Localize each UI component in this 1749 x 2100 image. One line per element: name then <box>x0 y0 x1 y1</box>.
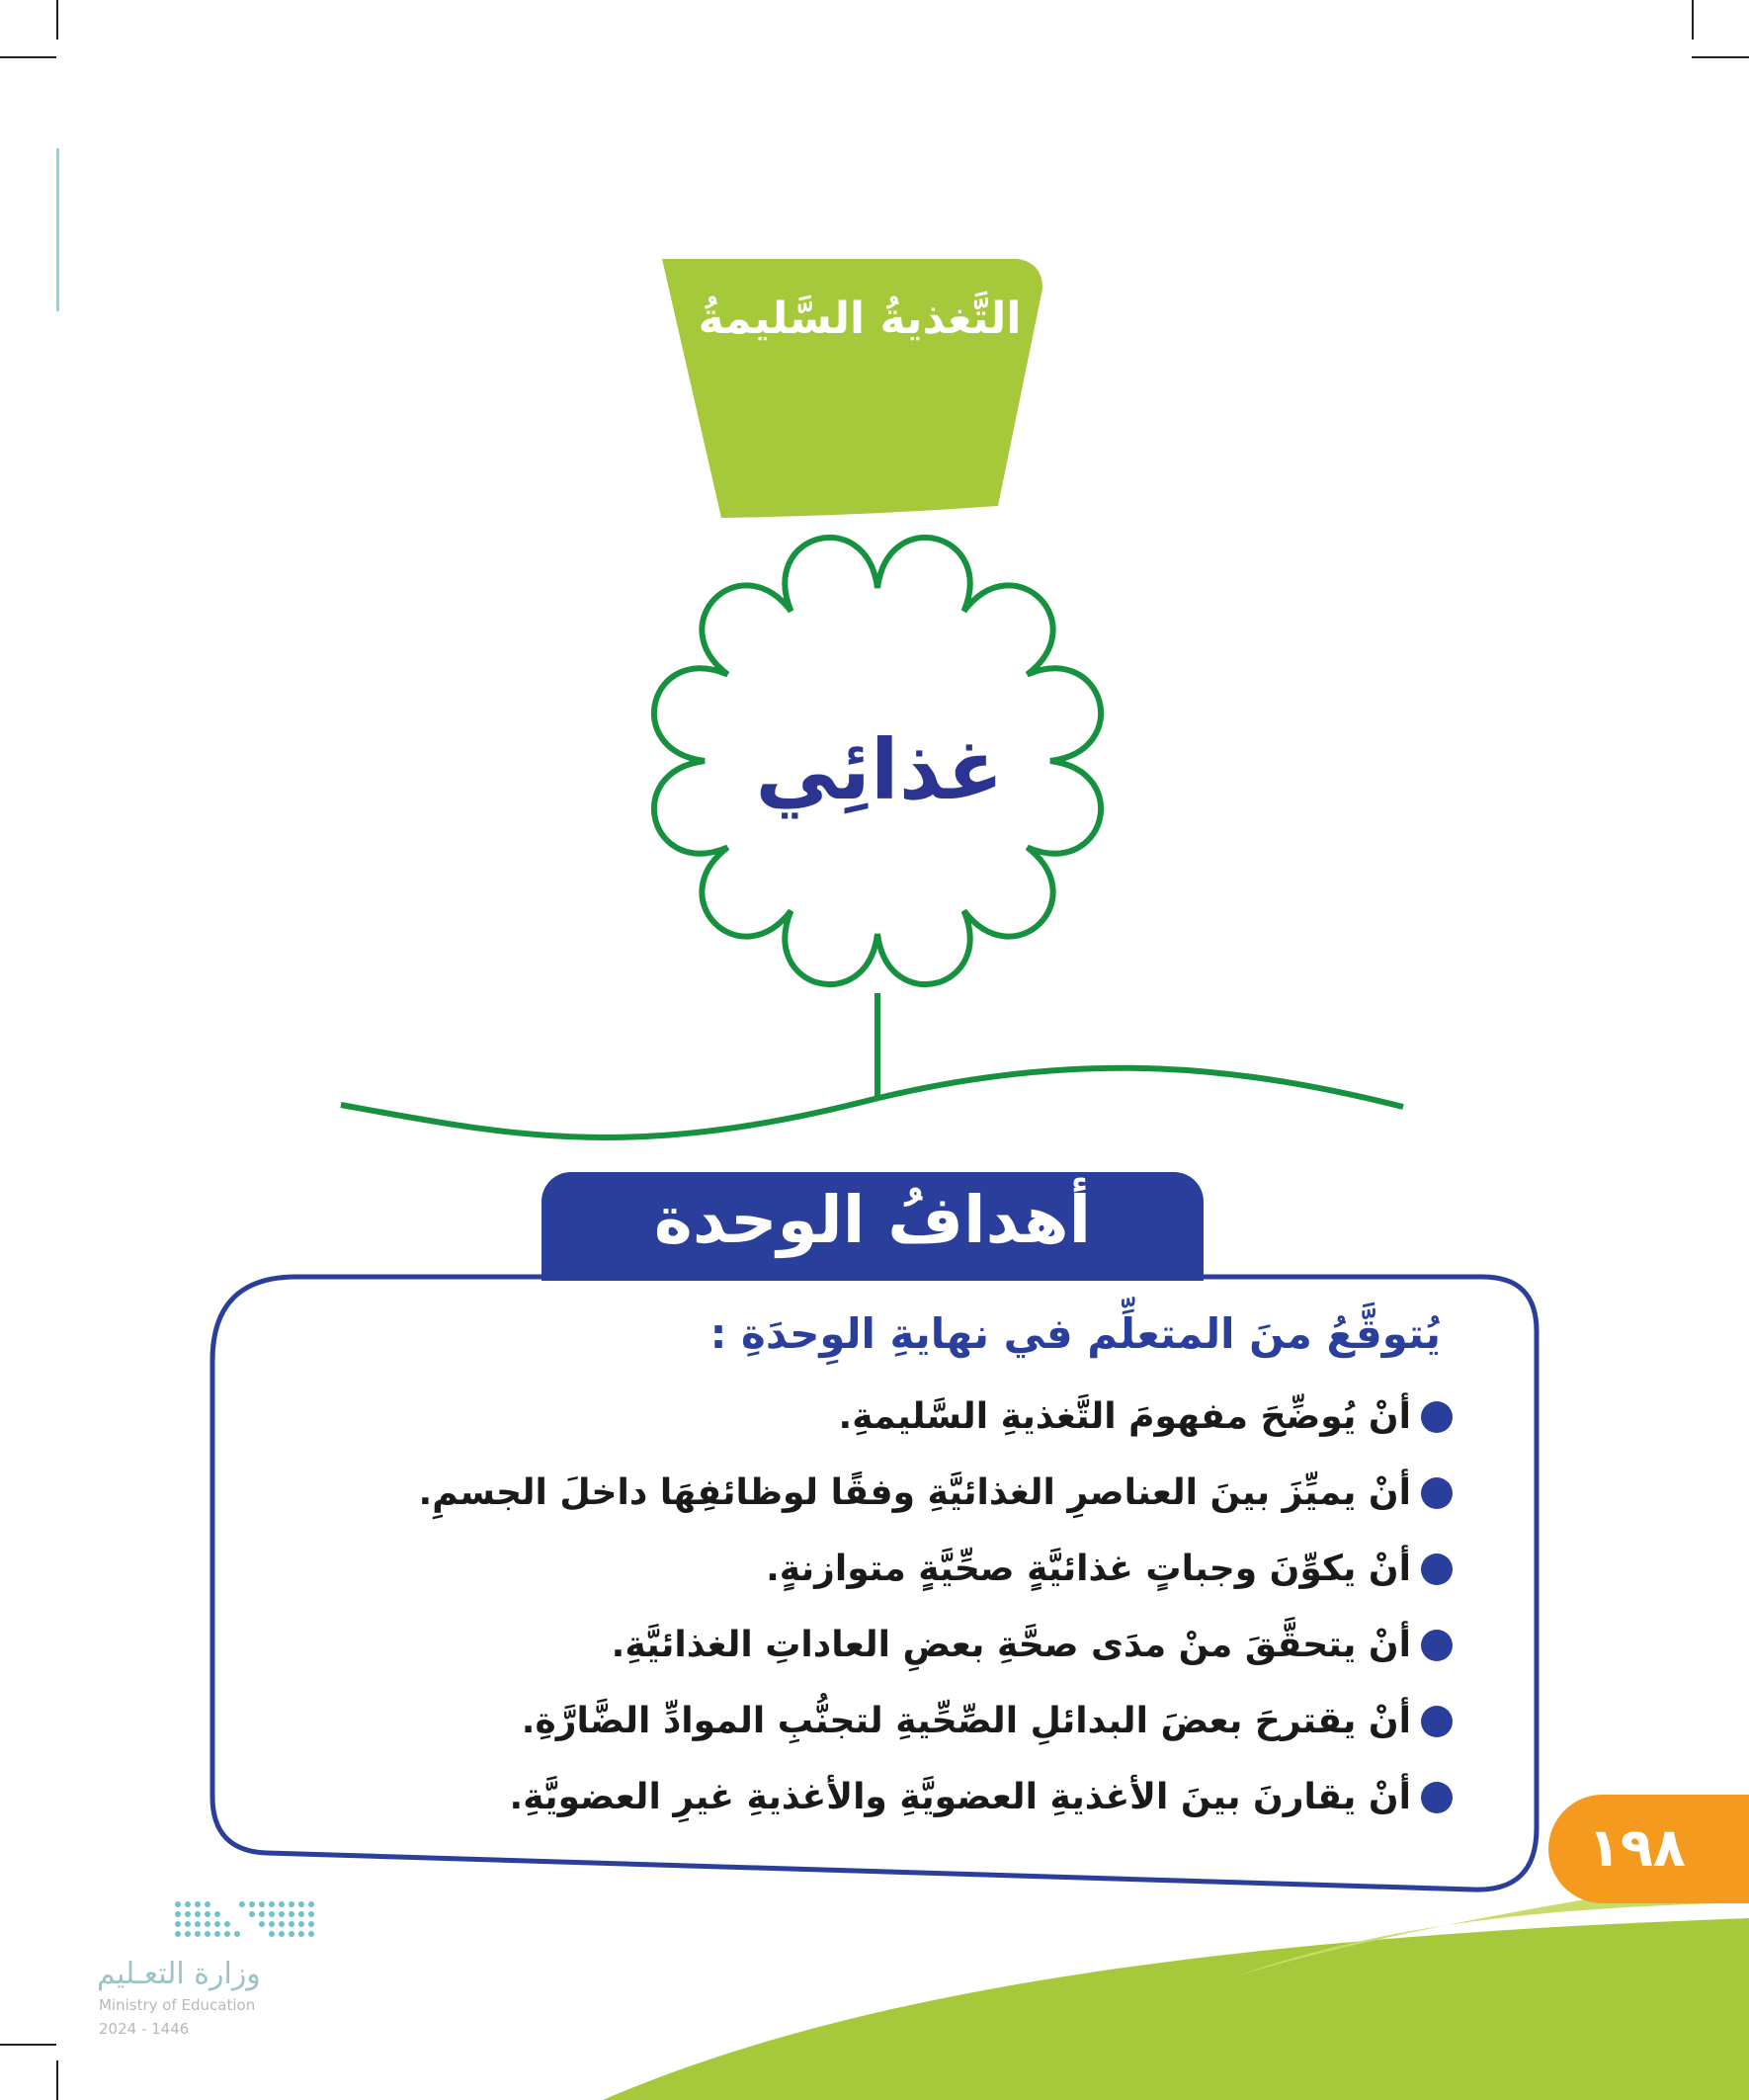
objective-text: أنْ يقترحَ بعضَ البدائلِ الصِّحِّيةِ لتجنُّبِ الموادِّ الضَّارَّةِ. <box>521 1701 1411 1741</box>
list-item <box>419 1607 1453 1683</box>
objective-text: أنْ يقارنَ بينَ الأغذيةِ العضويَّةِ والأغذيةِ غيرِ العضويَّةِ. <box>509 1777 1411 1817</box>
unit-tab <box>662 259 1057 521</box>
list-item <box>419 1379 1453 1455</box>
ministry-name-english: Ministry of Education <box>99 1996 256 2014</box>
ministry-name-arabic: وزارة التعـليم <box>97 1957 261 1991</box>
bullet-icon <box>1421 1477 1453 1509</box>
objectives-intro: يُتوقَّعُ منَ المتعلِّم في نهايةِ الوِحدَةِ : <box>709 1309 1441 1358</box>
bullet-icon <box>1421 1782 1453 1813</box>
objective-text: أنْ يميِّزَ بينَ العناصرِ الغذائيَّةِ وفقًا لوظائفِهَا داخلَ الجسمِ. <box>418 1472 1411 1513</box>
objective-text: أنْ يُوضِّحَ مفهومَ التَّغذيةِ السَّليمةِ. <box>838 1396 1411 1437</box>
list-item <box>419 1683 1453 1759</box>
list-item <box>419 1455 1453 1531</box>
ministry-year: 2024 - 1446 <box>99 2020 190 2038</box>
list-item <box>419 1759 1453 1835</box>
objective-text: أنْ يكوِّنَ وجباتٍ غذائيَّةٍ صحِّيَّةٍ متوازنةٍ. <box>766 1549 1411 1589</box>
objectives-heading: أهدافُ الوحدة <box>653 1182 1092 1258</box>
page-number-badge <box>1548 1795 1749 1903</box>
objective-text: أنْ يتحقَّقَ منْ مدَى صحَّةِ بعضِ العاداتِ الغذائيَّةِ. <box>611 1625 1411 1665</box>
hill-curve <box>341 1068 1403 1137</box>
chapter-title: غذائِي <box>755 721 1004 818</box>
bullet-icon <box>1421 1401 1453 1433</box>
bullet-icon <box>1421 1706 1453 1737</box>
list-item <box>419 1531 1453 1607</box>
bullet-icon <box>1421 1630 1453 1661</box>
bullet-icon <box>1421 1554 1453 1585</box>
page-number: ١٩٨ <box>1588 1816 1686 1879</box>
objectives-list <box>419 1379 1453 1835</box>
unit-title: التَّغذيةُ السَّليمةُ <box>698 294 1022 344</box>
objectives-tab <box>541 1172 1204 1281</box>
